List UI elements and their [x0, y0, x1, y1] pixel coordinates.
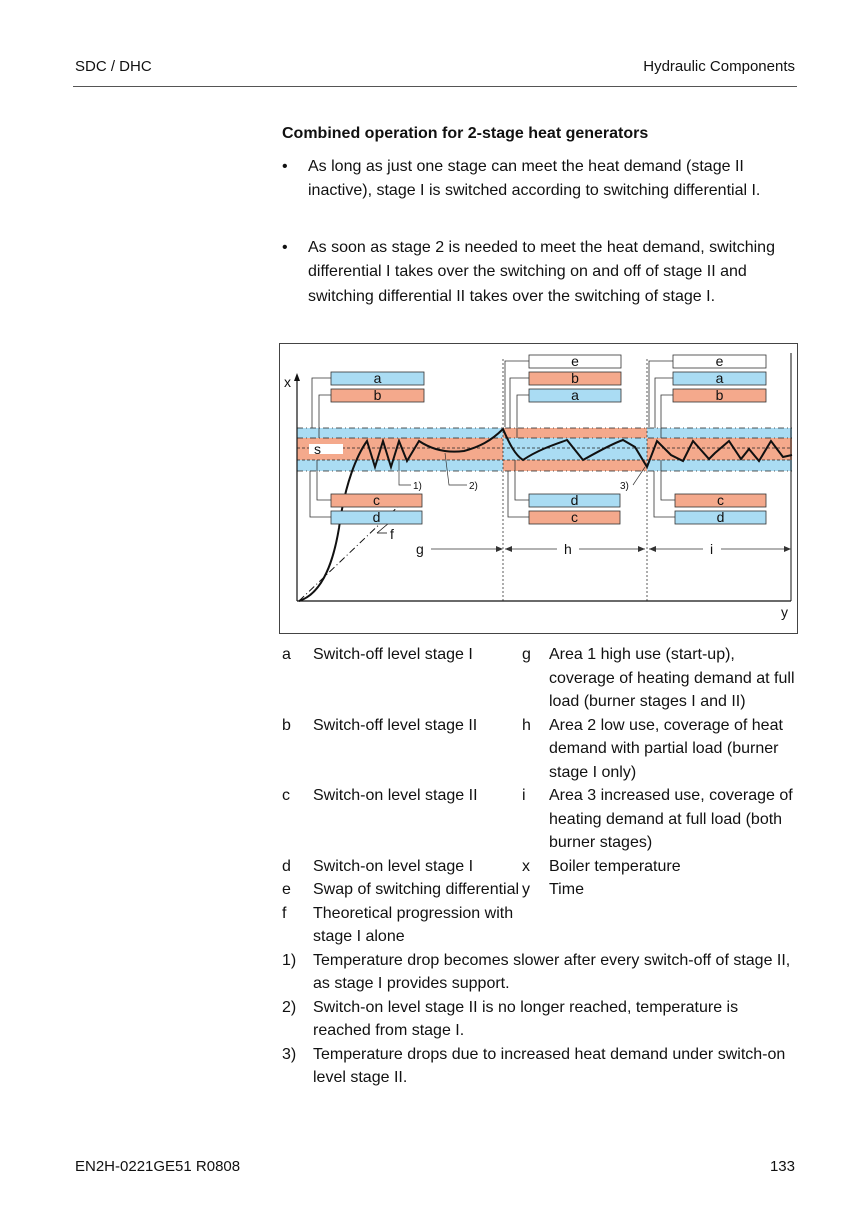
footnote-key: 2): [282, 998, 297, 1016]
legend-row: [282, 878, 797, 902]
label-d: d: [716, 509, 725, 525]
legend-value: [549, 902, 797, 949]
band-area2-second: [503, 438, 647, 448]
label-d: d: [372, 509, 381, 525]
legend-value: Swap of switching differential: [313, 881, 520, 898]
legend-row: [282, 643, 797, 714]
section-title: Combined operation for 2-stage heat generators: [282, 125, 649, 142]
note-1: 1): [413, 481, 422, 492]
footnote-row: [282, 949, 797, 996]
legend-value: Switch-on level stage I: [313, 857, 474, 875]
legend-key: f: [282, 904, 287, 922]
legend-key: c: [282, 787, 290, 804]
axis-y-label: y: [781, 604, 788, 620]
page-number: 133: [769, 1158, 795, 1175]
legend-value: Area 1 high use (start-up), coverage of heating demand at full load (burner stages I and II): [549, 646, 795, 710]
bullet-item: [282, 236, 794, 309]
switching-diagram: [279, 343, 798, 634]
label-b: b: [571, 370, 579, 386]
legend-value: Area 2 low use, coverage of heat demand with partial load (burner stage I only): [549, 716, 783, 781]
area-g-label: g: [416, 541, 424, 557]
label-a: a: [571, 387, 579, 403]
label-a: a: [715, 370, 724, 386]
footnote-key: 1): [282, 951, 297, 969]
bullet-dot: •: [282, 158, 288, 175]
bullet-dot: •: [282, 239, 288, 256]
label-c: c: [571, 509, 578, 525]
legend-key: b: [282, 716, 291, 734]
legend-value: Switch-off level stage I: [313, 646, 473, 663]
legend-key: h: [522, 716, 531, 734]
label-e: e: [571, 353, 579, 369]
footnote-row: [282, 1043, 797, 1090]
footnote-key: 3): [282, 1045, 297, 1063]
label-b: b: [373, 387, 382, 403]
label-c: c: [373, 492, 380, 508]
area-i-label: i: [710, 541, 714, 557]
footnote-text: Switch-on level stage II is no longer reached, temperature is reached from stage I.: [313, 998, 739, 1039]
note-2: 2): [469, 481, 478, 492]
legend-row: [282, 902, 797, 949]
legend-key: [522, 902, 549, 949]
band-area2-bottom: [503, 460, 647, 471]
legend-key: a: [282, 646, 291, 663]
legend-row: [282, 784, 797, 855]
bullet-item: [282, 155, 794, 204]
band-area2-top: [503, 428, 647, 438]
s-label: s: [314, 441, 321, 457]
f-label: f: [390, 526, 394, 542]
legend-row: [282, 714, 797, 785]
note-3: 3): [620, 481, 629, 492]
header-right: Hydraulic Components: [643, 58, 795, 75]
label-e: e: [715, 353, 724, 369]
legend: [282, 643, 797, 1090]
legend-value: Time: [549, 881, 584, 898]
legend-key: y: [522, 881, 530, 898]
legend-value: Theoretical progression with stage I alone: [313, 904, 514, 945]
legend-value: Boiler temperature: [549, 857, 681, 875]
legend-key: d: [282, 857, 291, 875]
label-d: d: [570, 492, 579, 508]
legend-key: e: [282, 881, 291, 898]
legend-value: Area 3 increased use, coverage of heating demand at full load (both burner stages): [549, 787, 793, 851]
label-c: c: [717, 492, 724, 508]
legend-key: x: [522, 857, 530, 875]
bullet-text: As soon as stage 2 is needed to meet the heat demand, switching differential I takes over the switching on and off of stage II and switching differential II takes over the switching of stage I.: [308, 239, 775, 305]
header-rule: [73, 86, 797, 87]
area-h-label: h: [564, 541, 572, 557]
footnote-text: Temperature drops due to increased heat demand under switch-on level stage II.: [313, 1045, 786, 1086]
footnote-row: [282, 996, 797, 1043]
footnote-text: Temperature drop becomes slower after every switch-off of stage II, as stage I provides support.: [313, 951, 791, 992]
label-a: a: [373, 370, 382, 386]
header-left: SDC / DHC: [75, 58, 152, 75]
legend-key: g: [522, 646, 531, 663]
legend-value: Switch-on level stage II: [313, 787, 478, 804]
legend-row: [282, 855, 797, 879]
legend-value: Switch-off level stage II: [313, 716, 478, 734]
bullet-text: As long as just one stage can meet the heat demand (stage II inactive), stage I is switched according to switching differential I.: [308, 158, 761, 200]
label-b: b: [715, 387, 724, 403]
legend-key: i: [522, 787, 526, 804]
footer-doc-id: EN2H-0221GE51 R0808: [75, 1158, 241, 1175]
axis-x-label: x: [284, 374, 291, 390]
